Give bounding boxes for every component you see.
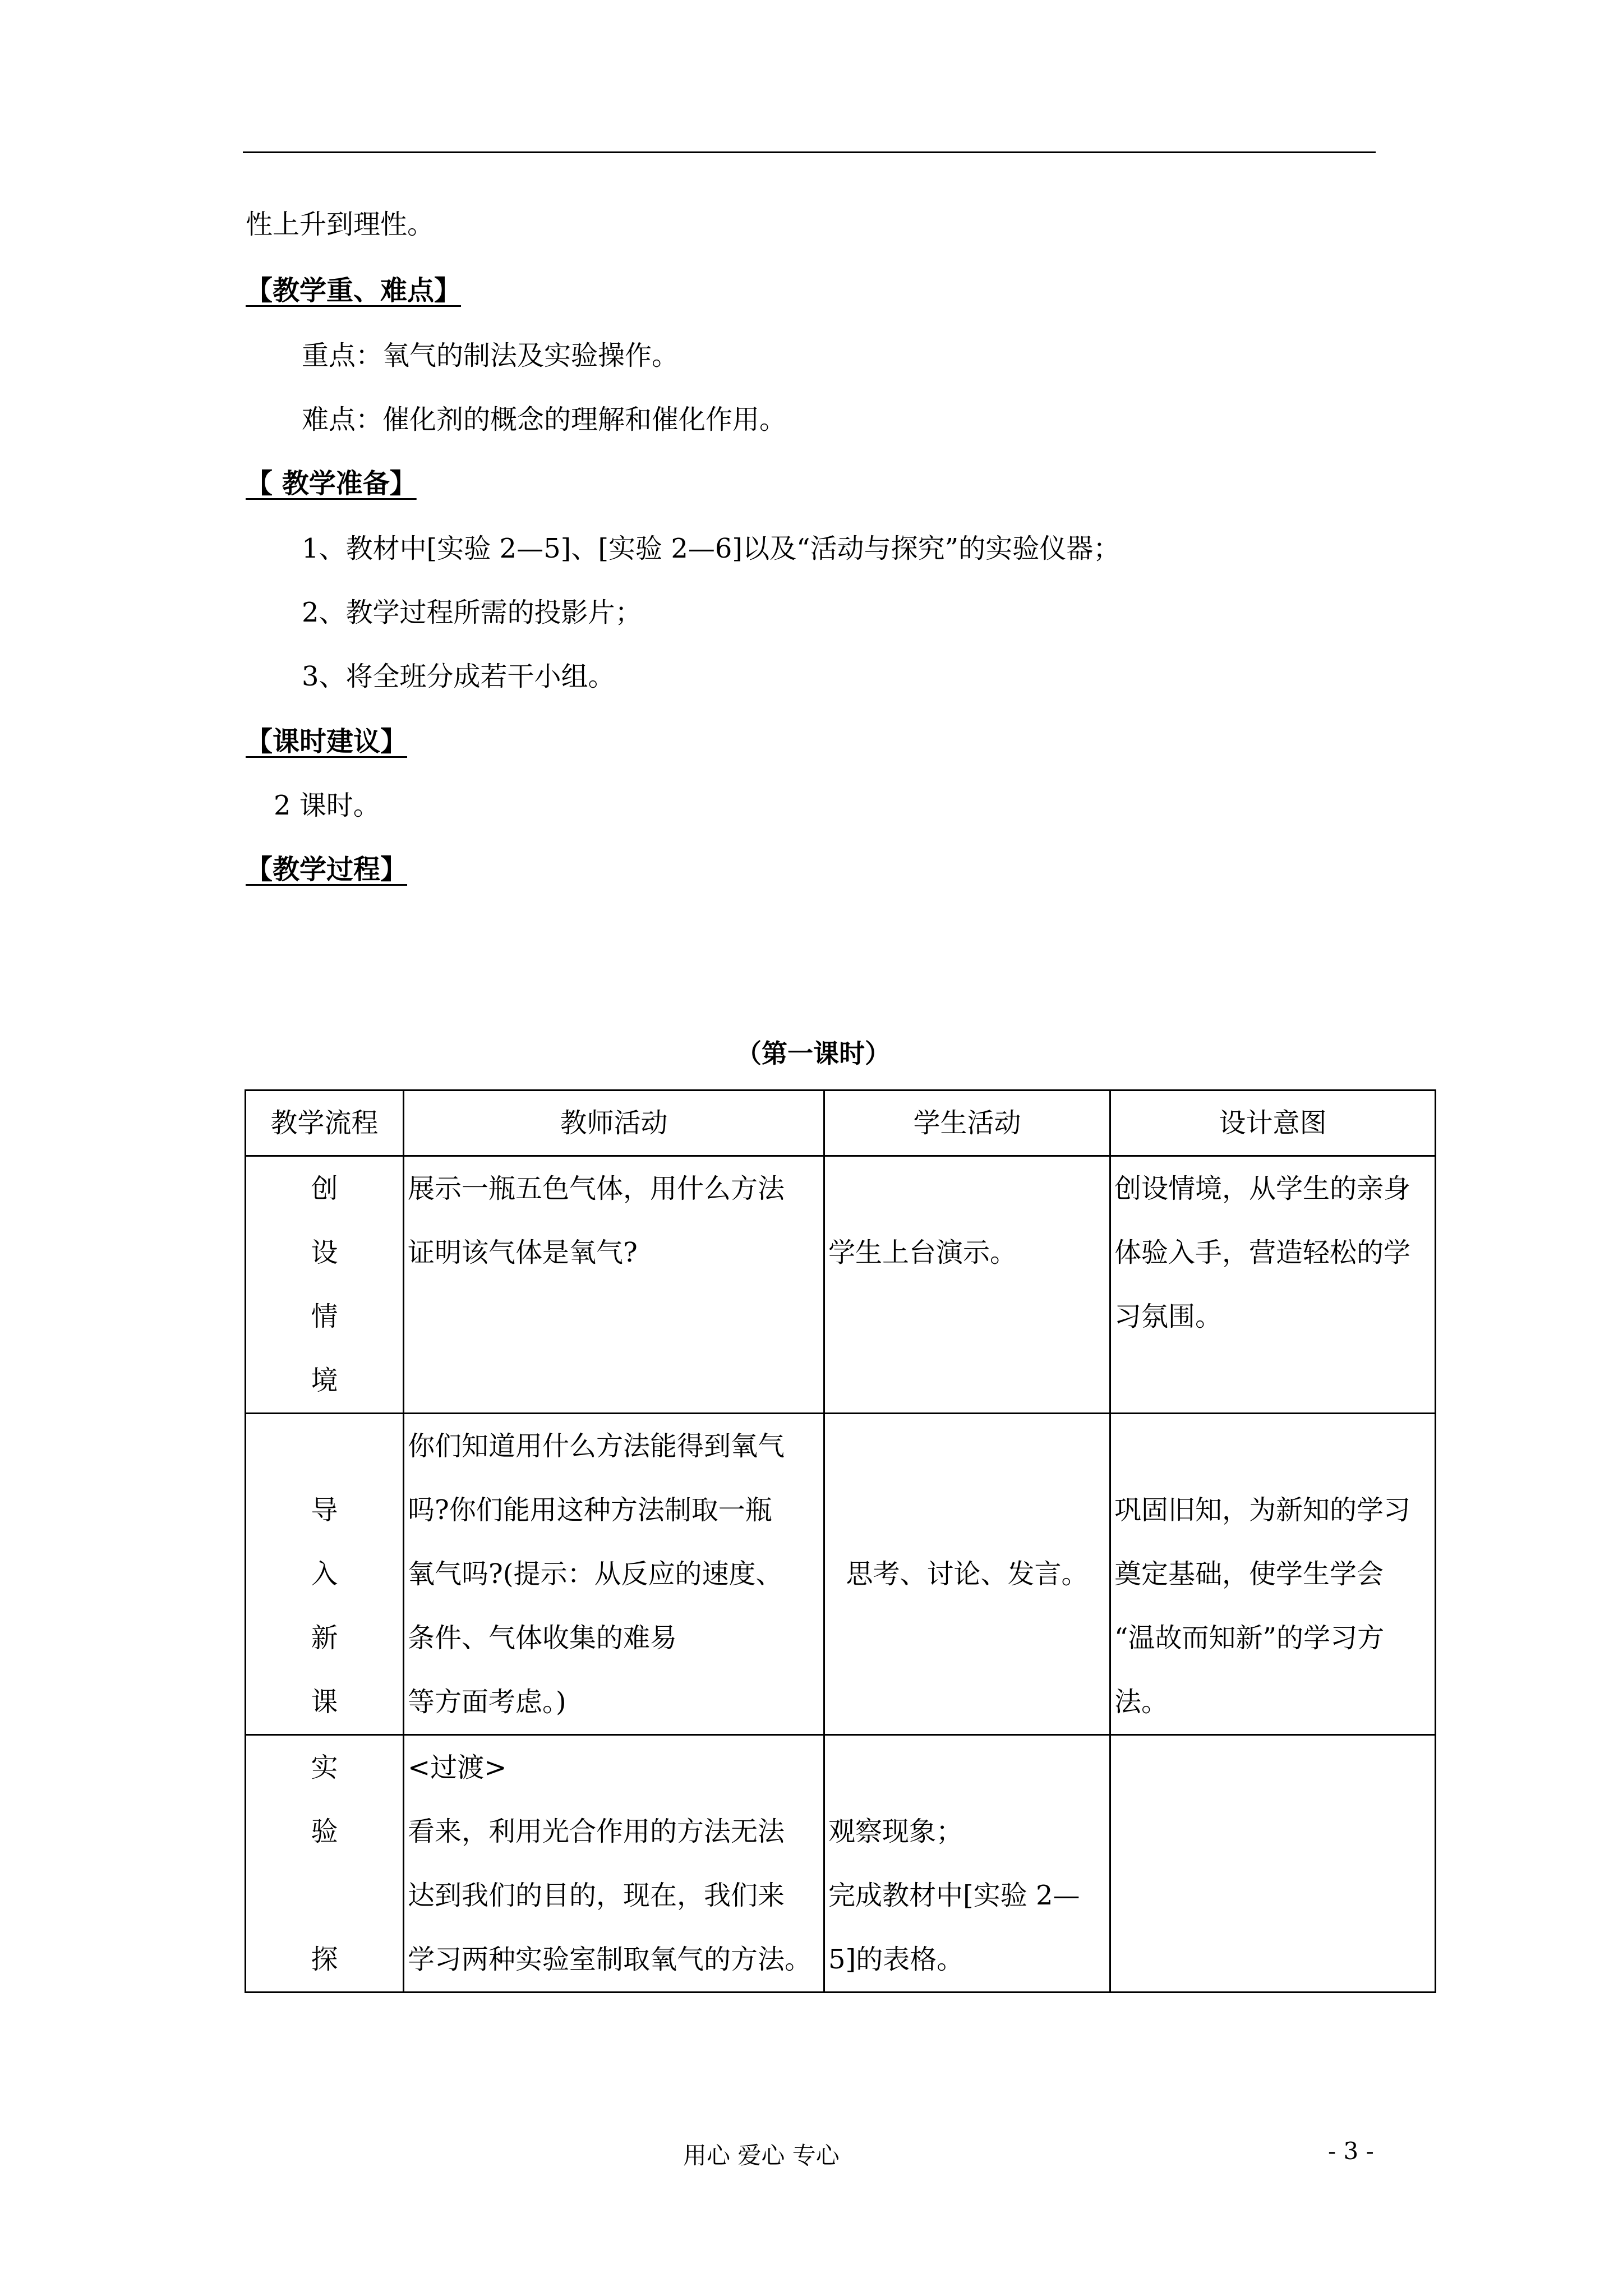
intent-cell: 巩固旧知，为新知的学习 奠定基础，使学生学会 “温故而知新”的学习方 法。 — [1110, 1414, 1436, 1735]
header-student: 学生活动 — [824, 1091, 1110, 1156]
hours-heading: 【课时建议】 — [246, 726, 408, 757]
student-cell: 学生上台演示。 — [824, 1156, 1110, 1414]
preparation-item: 1、教材中[实验 2—5]、[实验 2—6]以及“活动与探究”的实验仪器； — [302, 533, 1121, 564]
table-row — [246, 1414, 1436, 1735]
intent-cell: 创设情境，从学生的亲身 体验入手，营造轻松的学 习氛围。 — [1110, 1156, 1436, 1414]
teacher-cell: 展示一瓶五色气体，用什么方法 证明该气体是氧气? — [404, 1156, 824, 1414]
process-heading: 【教学过程】 — [246, 854, 408, 885]
stage-cell: 实 验 探 — [246, 1735, 404, 1993]
lesson-table — [245, 1089, 1436, 1993]
header-intent: 设计意图 — [1110, 1091, 1436, 1156]
key-points-heading: 【教学重、难点】 — [246, 275, 462, 306]
table-row — [246, 1156, 1436, 1414]
preparation-heading: 【 教学准备】 — [246, 468, 417, 499]
footer-motto: 用心 爱心 专心 — [683, 2142, 840, 2169]
page-number: - 3 - — [1328, 2137, 1374, 2165]
header-teacher: 教师活动 — [404, 1091, 824, 1156]
student-cell: 观察现象； 完成教材中[实验 2— 5]的表格。 — [824, 1735, 1110, 1993]
student-cell: 思考、讨论、发言。 — [824, 1414, 1110, 1735]
difficult-point-item: 难点：催化剂的概念的理解和催化作用。 — [302, 404, 787, 435]
table-row — [246, 1735, 1436, 1993]
stage-cell: 创 设 情 境 — [246, 1156, 404, 1414]
lesson-caption: （第一课时） — [736, 1038, 891, 1069]
intent-cell — [1110, 1735, 1436, 1993]
header-rule — [243, 151, 1376, 153]
hours-item: 2 课时。 — [274, 790, 380, 821]
top-fragment: 性上升到理性。 — [246, 209, 435, 240]
header-flow: 教学流程 — [246, 1091, 404, 1156]
stage-cell: 导 入 新 课 — [246, 1414, 404, 1735]
preparation-item: 3、将全班分成若干小组。 — [302, 661, 615, 692]
table-header-row — [246, 1091, 1436, 1156]
preparation-item: 2、教学过程所需的投影片； — [302, 597, 642, 628]
key-point-item: 重点：氧气的制法及实验操作。 — [302, 340, 679, 371]
teacher-cell: <过渡> 看来，利用光合作用的方法无法 达到我们的目的，现在，我们来 学习两种实验室制取氧气的方法。 — [404, 1735, 824, 1993]
teacher-cell: 你们知道用什么方法能得到氧气 吗?你们能用这种方法制取一瓶 氧气吗?(提示：从反应的速度、 条件、气体收集的难易 等方面考虑。) — [404, 1414, 824, 1735]
